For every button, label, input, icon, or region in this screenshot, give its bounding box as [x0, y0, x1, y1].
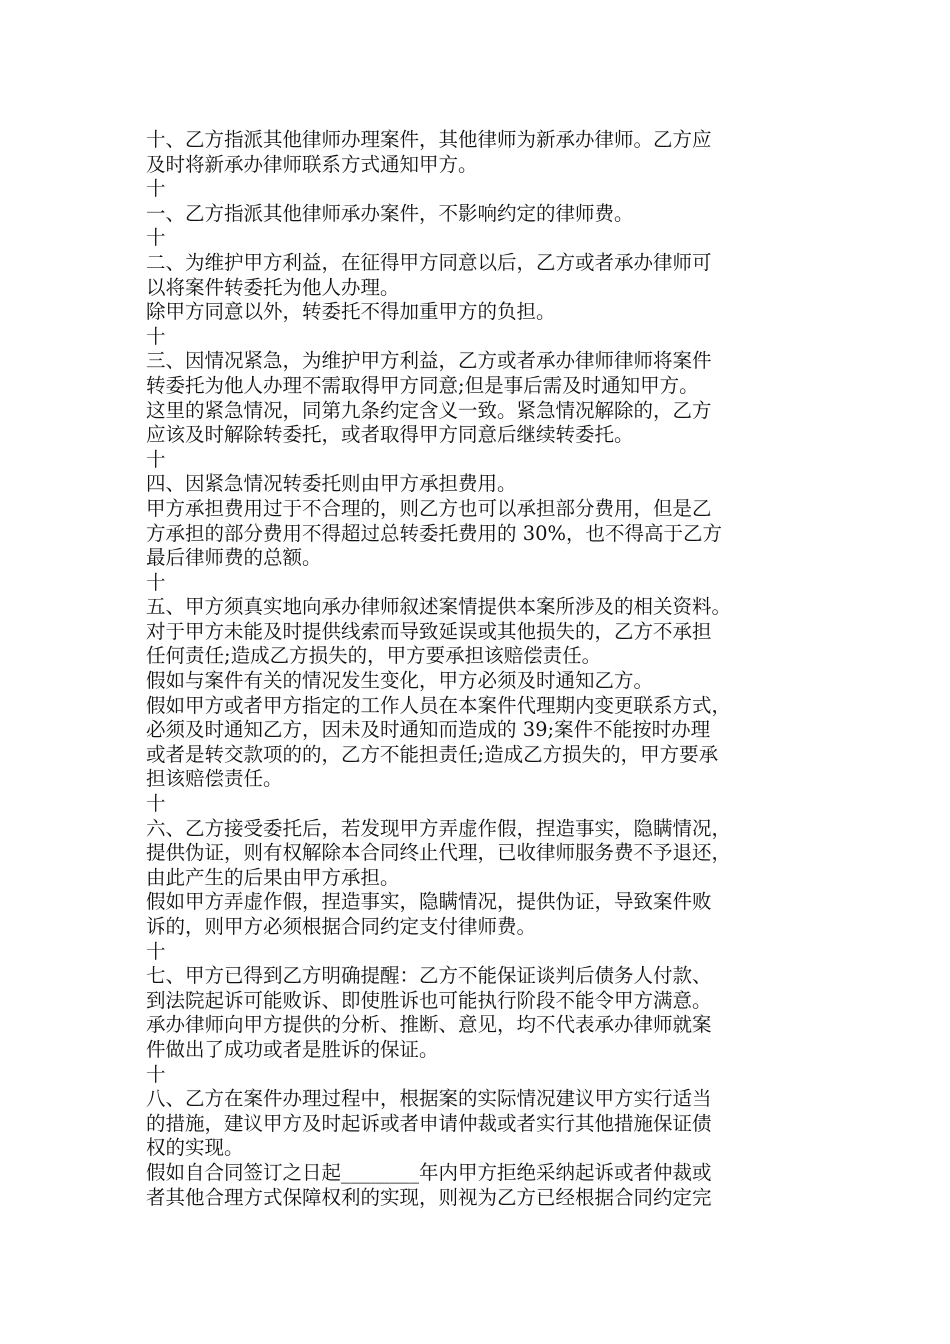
text-line: 应该及时解除转委托，或者取得甲方同意后继续转委托。: [146, 423, 634, 447]
text-line: 的措施，建议甲方及时起诉或者申请仲裁或者实行其他措施保证债: [146, 1111, 712, 1135]
text-line: 担该赔偿责任。: [146, 767, 283, 791]
text-line: 十: [146, 570, 166, 594]
text-line: 者其他合理方式保障权利的实现，则视为乙方已经根据合同约定完: [146, 1185, 712, 1209]
text-line: 方承担的部分费用不得超过总转委托费用的 30%，也不得高于乙方: [146, 521, 723, 545]
text-line: 提供伪证，则有权解除本合同终止代理，已收律师服务费不予退还，: [146, 841, 732, 865]
text-line: 假如甲方或者甲方指定的工作人员在本案件代理期内变更联系方式，: [146, 693, 732, 717]
text-line: 七、甲方已得到乙方明确提醒：乙方不能保证谈判后债务人付款、: [146, 964, 712, 988]
text-line: 十: [146, 226, 166, 250]
text-line: 由此产生的后果由甲方承担。: [146, 865, 400, 889]
text-line: 十: [146, 1062, 166, 1086]
text-line: 到法院起诉可能败诉、即使胜诉也可能执行阶段不能令甲方满意。: [146, 988, 712, 1012]
text-line: 六、乙方接受委托后，若发现甲方弄虚作假，捏造事实，隐瞒情况，: [146, 816, 732, 840]
text-line: 二、为维护甲方利益，在征得甲方同意以后，乙方或者承办律师可: [146, 250, 712, 274]
text-line: 及时将新承办律师联系方式通知甲方。: [146, 152, 478, 176]
text-line: 十: [146, 939, 166, 963]
text-line: 一、乙方指派其他律师承办案件，不影响约定的律师费。: [146, 201, 634, 225]
text-line: 五、甲方须真实地向承办律师叙述案情提供本案所涉及的相关资料。: [146, 595, 732, 619]
text-line: 权的实现。: [146, 1136, 244, 1160]
text-line: 甲方承担费用过于不合理的，则乙方也可以承担部分费用，但是乙: [146, 496, 712, 520]
text-line: 对于甲方未能及时提供线索而导致延误或其他损失的，乙方不承担: [146, 619, 712, 643]
text-line: 三、因情况紧急，为维护甲方利益，乙方或者承办律师律师将案件: [146, 349, 712, 373]
text-line: 以将案件转委托为他人办理。: [146, 275, 400, 299]
text-line: 四、因紧急情况转委托则由甲方承担费用。: [146, 472, 517, 496]
text-line: 十: [146, 324, 166, 348]
text-line: 转委托为他人办理不需取得甲方同意;但是事后需及时通知甲方。: [146, 373, 699, 397]
text-line: 假如与案件有关的情况发生变化，甲方必须及时通知乙方。: [146, 669, 654, 693]
text-line: 十: [146, 792, 166, 816]
text-line: 假如甲方弄虚作假，捏造事实，隐瞒情况，提供伪证，导致案件败: [146, 890, 712, 914]
text-line: 承办律师向甲方提供的分析、推断、意见，均不代表承办律师就案: [146, 1013, 712, 1037]
text-line: 件做出了成功或者是胜诉的保证。: [146, 1037, 439, 1061]
text-line: 十: [146, 177, 166, 201]
text-line: 这里的紧急情况，同第九条约定含义一致。紧急情况解除的，乙方: [146, 398, 712, 422]
text-line: 最后律师费的总额。: [146, 546, 322, 570]
text-line: 任何责任;造成乙方损失的，甲方要承担该赔偿责任。: [146, 644, 602, 668]
text-line: 十、乙方指派其他律师办理案件，其他律师为新承办律师。乙方应: [146, 128, 712, 151]
text-line: 十: [146, 447, 166, 471]
text-line: 八、乙方在案件办理过程中，根据案的实际情况建议甲方实行适当: [146, 1087, 712, 1111]
text-line: 除甲方同意以外，转委托不得加重甲方的负担。: [146, 300, 556, 324]
text-line: 假如自合同签订之日起________年内甲方拒绝采纳起诉或者仲裁或: [146, 1160, 712, 1184]
text-line: 必须及时通知乙方，因未及时通知而造成的 39;案件不能按时办理: [146, 718, 711, 742]
text-line: 或者是转交款项的的，乙方不能担责任;造成乙方损失的，甲方要承: [146, 742, 719, 766]
document-body: [146, 128, 818, 1210]
text-line: 诉的，则甲方必须根据合同约定支付律师费。: [146, 915, 537, 938]
